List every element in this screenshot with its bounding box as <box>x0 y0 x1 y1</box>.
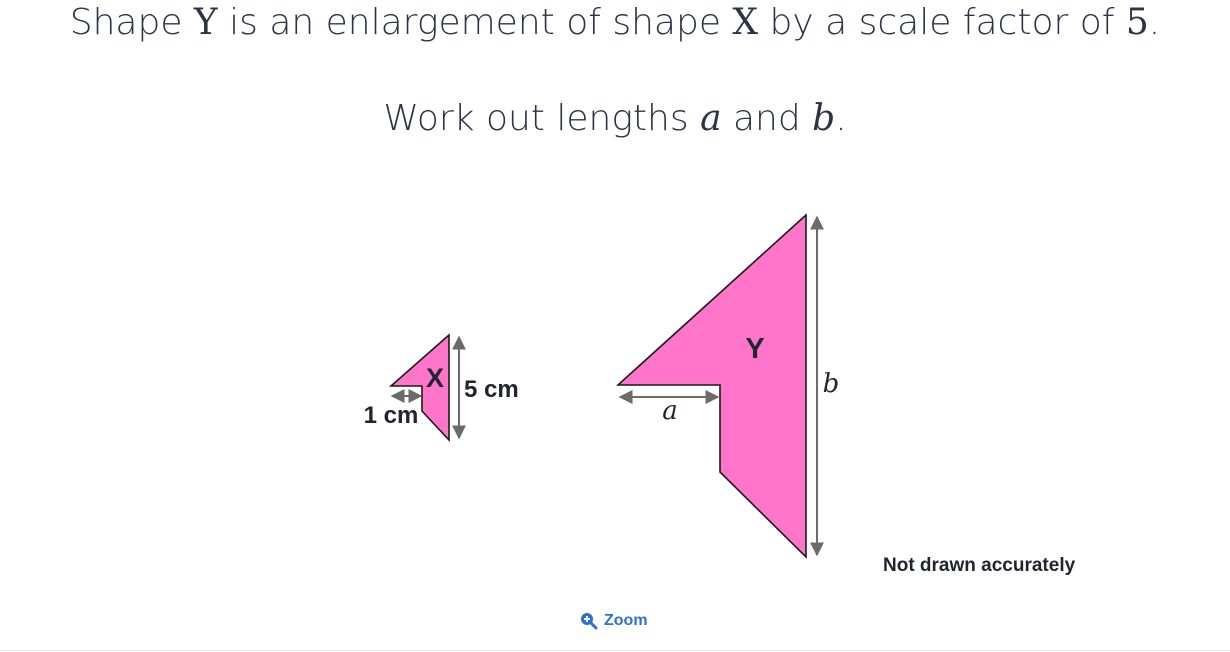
y-width-label: a <box>662 396 678 426</box>
q1-text-1: Shape <box>69 2 194 43</box>
zoom-label: Zoom <box>604 612 648 629</box>
q1-scale-factor: 5 <box>1125 2 1149 43</box>
bottom-divider <box>0 650 1230 651</box>
q1-text-3: by a scale factor of <box>758 2 1126 43</box>
q2-text-2: and <box>721 98 813 139</box>
q1-text-4: . <box>1148 2 1161 43</box>
shape-y-label: Y <box>745 333 765 365</box>
q2-var-b: b <box>812 98 836 139</box>
y-height-label: b <box>822 369 840 399</box>
q2-text-3: . <box>835 98 847 139</box>
q1-shape-y: Y <box>193 2 218 43</box>
shape-x-label: X <box>425 363 445 393</box>
q1-shape-x: X <box>732 2 759 43</box>
zoom-in-icon <box>580 612 598 630</box>
x-height-label: 5 cm <box>464 376 519 403</box>
shape-y <box>618 215 806 557</box>
q2-text-1: Work out lengths <box>383 98 701 139</box>
x-width-label: 1 cm <box>363 402 419 429</box>
not-drawn-accurately-note: Not drawn accurately <box>883 555 1076 576</box>
zoom-button[interactable] <box>580 612 648 630</box>
q1-text-2: is an enlargement of shape <box>217 2 733 43</box>
q2-var-a: a <box>700 98 722 139</box>
